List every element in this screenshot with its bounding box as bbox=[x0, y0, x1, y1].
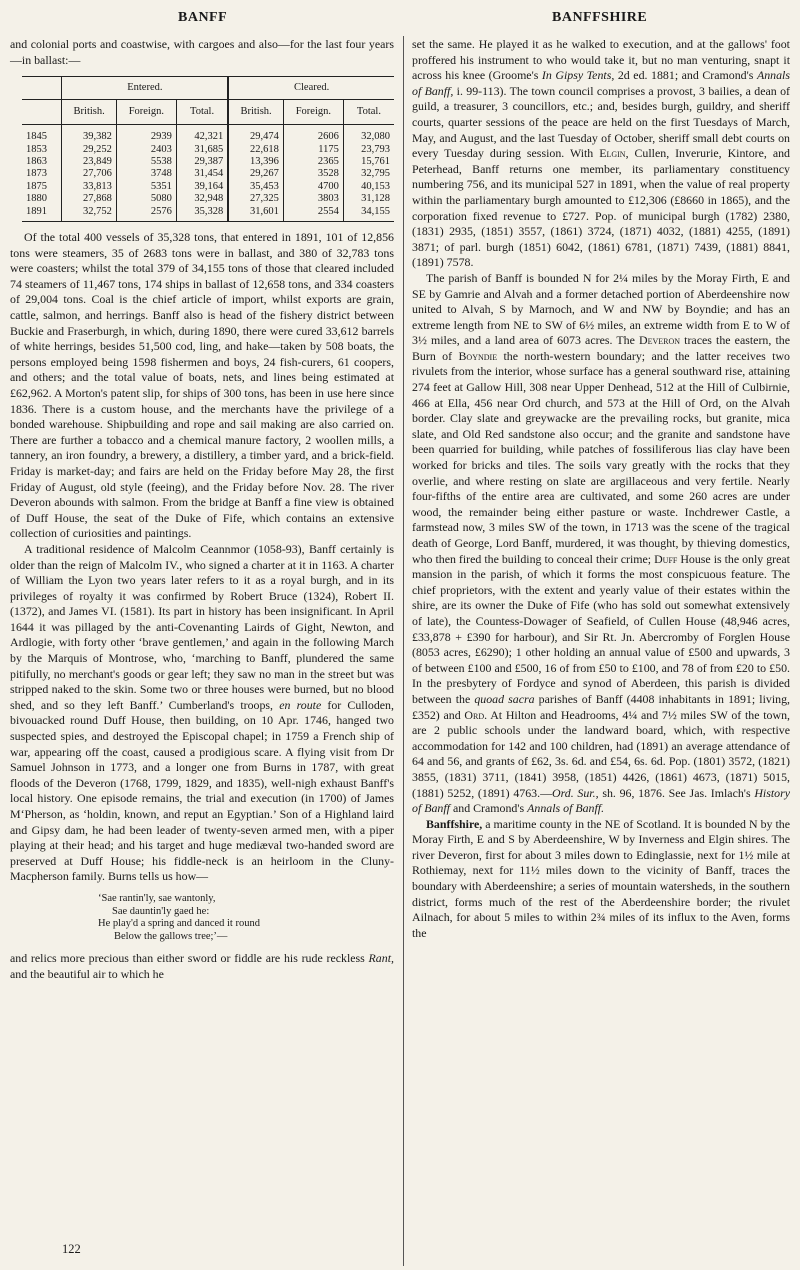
xref-duff: Duff bbox=[654, 551, 678, 566]
quoad-sacra: quoad sacra bbox=[474, 691, 535, 706]
col-header: Total. bbox=[343, 100, 394, 125]
table-year: 1853 bbox=[26, 143, 47, 155]
table-cell: 27,325 bbox=[250, 193, 279, 205]
table-cell: 2576 bbox=[116, 206, 176, 222]
book-title-history: History of Banff bbox=[412, 785, 791, 816]
table-cell: 32,795 bbox=[343, 168, 394, 180]
table-body bbox=[22, 125, 394, 222]
table-cell: 31,685 bbox=[176, 144, 228, 156]
table-corner-2 bbox=[22, 100, 62, 125]
table-cell: 29,252 bbox=[62, 144, 116, 156]
verse-line: Below the gallows tree;’— bbox=[114, 930, 228, 942]
table-year: 1875 bbox=[26, 180, 47, 192]
book-title-annals: Annals of Banff, bbox=[412, 68, 790, 98]
table-row bbox=[22, 156, 394, 168]
table-year: 1873 bbox=[26, 168, 47, 180]
ord-sur: Ord. Sur., bbox=[552, 785, 599, 800]
history-en-route: en route bbox=[279, 697, 322, 712]
entry-heading-banffshire: Banffshire, bbox=[426, 816, 483, 831]
verse-line: ‘Sae rantin'ly, sae wantonly, bbox=[98, 892, 216, 904]
tail-rant: Rant, bbox=[368, 951, 394, 966]
parish-text-e: parishes of Banff (4408 inhabitants in 1891; living, £352) and bbox=[412, 691, 790, 722]
table-cell: 2365 bbox=[283, 156, 343, 168]
book-title-annals-2: Annals of Banff. bbox=[527, 801, 605, 816]
table-cell: 39,382 bbox=[62, 125, 116, 144]
table-cell: 33,813 bbox=[62, 181, 116, 193]
tail-paragraph bbox=[10, 951, 394, 982]
table-cell: 22,618 bbox=[250, 143, 279, 155]
table-cell: 3748 bbox=[116, 168, 176, 180]
table-row bbox=[22, 125, 394, 144]
tail-text-a: and relics more precious than either sword or fiddle are his rude reckless bbox=[10, 951, 365, 966]
history-paragraph bbox=[10, 542, 394, 885]
col-header: Total. bbox=[176, 100, 228, 125]
table-cell: 2939 bbox=[116, 125, 176, 144]
table-cell: 2554 bbox=[283, 206, 343, 222]
col-header: Foreign. bbox=[116, 100, 176, 125]
table-cell: 5538 bbox=[116, 156, 176, 168]
table-cell: 23,849 bbox=[62, 156, 116, 168]
right-column bbox=[412, 37, 790, 941]
table-row bbox=[22, 181, 394, 193]
parish-text-b: traces the eastern, the Burn of bbox=[412, 333, 790, 363]
shipping-table bbox=[22, 76, 394, 222]
table-cell: 27,706 bbox=[62, 168, 116, 180]
running-head-right: BANFFSHIRE bbox=[552, 10, 648, 25]
verse-line: He play'd a spring and danced it round bbox=[98, 918, 260, 930]
running-head bbox=[0, 10, 800, 30]
table-corner bbox=[22, 77, 62, 100]
col-header: Foreign. bbox=[283, 100, 343, 125]
table-row bbox=[22, 168, 394, 180]
table-cell: 13,396 bbox=[250, 156, 279, 167]
table-cell: 4700 bbox=[283, 181, 343, 193]
table-cell: 40,153 bbox=[343, 181, 394, 193]
table-cell: 31,454 bbox=[176, 168, 228, 180]
history-text-b: for Culloden, bivouacked round Duff House, then building, on 10 Apr. 1746, hanged two suspected spies, and destroyed the Episcopal chapel; in 1759 a French ship of war, appearing off the coast, caused a prodigious scare. A flying visit from Dr Samuel Johnson in 1773, and a longer one from Burns in 1787, with great floods of the Deveron (1768, 1799, 1829, and 1835), well-nigh exhaust Banff's local history. One episode remains, the trial and execution (in 1700) of James M‘Pherson, as ‘holdin, known, and reput an Egyptian.’ Son of a Highland laird and Gipsy dam, he had been leader of twenty-seven armed men, with a piper playing at their head; and his target and huge mediæval two-handed sword are preserved at Duff House; his fiddle-neck is an heirloom in the Cluny-Macpherson family. Burns tells us how— bbox=[10, 697, 394, 884]
col-header: British. bbox=[62, 100, 116, 125]
table-row bbox=[22, 193, 394, 205]
history-text-a: A traditional residence of Malcolm Ceannmor (1058-93), Banff certainly is older than the reign of Malcolm IV., who signed a charter at it in 1163. A charter of William the Lyon two years later refers to it as a royal burgh, and in its privileges of royalty it was confirmed by Robert Bruce (1324), Robert II. (1372), and James VI. (1581). Its part in history has been insignificant. In April 1644 it was pillaged by the anti-Covenanting Lairds of Gight, Newton, and Ardlogie, with forty other ‘brave gentlemen,’ and again in the following March by the Marquis of Montrose, who, ‘marching to Banff, plundered the same pitifully, no merchant's goods or gear left; they saw no man in the street but was stripped naked to the skin. Some two or three houses were burned, but no blood shed, and so they left Banff.’ Cumberland's troops, bbox=[10, 541, 394, 712]
continuation-paragraph bbox=[412, 37, 790, 271]
table-year: 1863 bbox=[26, 156, 47, 167]
tail-text-b: and the beautiful air to which he bbox=[10, 966, 164, 981]
table-cell: 29,474 bbox=[250, 131, 279, 143]
table-cell: 31,601 bbox=[228, 206, 283, 222]
table-cell: 1175 bbox=[283, 144, 343, 156]
column-divider bbox=[403, 36, 404, 1266]
col-header: British. bbox=[228, 100, 283, 125]
table-cell: 15,761 bbox=[343, 156, 394, 168]
banffshire-paragraph bbox=[412, 817, 790, 942]
burns-verse bbox=[98, 893, 394, 943]
table-cell: 35,453 bbox=[250, 180, 279, 192]
table-cell: 27,868 bbox=[62, 193, 116, 205]
table-cell: 35,328 bbox=[176, 206, 228, 222]
table-cell: 29,387 bbox=[176, 156, 228, 168]
table-row bbox=[22, 144, 394, 156]
book-title-gipsy-tents: In Gipsy Tents, bbox=[541, 68, 615, 83]
table-row bbox=[22, 206, 394, 222]
table-cell: 2606 bbox=[283, 125, 343, 144]
cont-text-d: Cullen, Inverurie, Kintore, and Peterhead, Banff returns one member, its parliamentary constituency numbering 756, and its municipal 527 in 1891, when the value of real property within the parliamentary burgh amounted to £12,306 (£8660 in 1865), and the corporation fixed revenue to £727. Pop. of municipal burgh (1782) 2380, (1831) 2935, (1851) 3557, (1861) 3724, (1871) 4032, (1881) 4255, (1891) 3871; of parl. burgh (1851) 6042, (1861) 6781, (1871) 7439, (1881) 8841, (1891) 7578. bbox=[412, 146, 790, 270]
table-cell: 5080 bbox=[116, 193, 176, 205]
table-cell: 5351 bbox=[116, 181, 176, 193]
left-column bbox=[10, 37, 394, 983]
parish-text-g: sh. 96, 1876. See Jas. Imlach's bbox=[602, 785, 751, 800]
xref-deveron: Deveron bbox=[639, 333, 681, 348]
parish-text-h: and Cramond's bbox=[452, 801, 525, 816]
table-group-entered: Entered. bbox=[62, 77, 228, 100]
parish-text-a: The parish of Banff is bounded N for 2¼ miles by the Moray Firth, E and SE by Gamrie and Alvah and a former detached portion of Aberdeenshire now united to Alvah, S by Marnoch, and W and NW by Boyndie; and has an extreme length from NE to SW of 6½ miles, an extreme width from E to W of 3½ miles, and a land area of 6073 acres. The bbox=[412, 270, 790, 348]
table-cell: 3528 bbox=[283, 168, 343, 180]
cont-text-b: 2d ed. 1881; and Cramond's bbox=[617, 68, 754, 83]
parish-text-d: House is the only great mansion in the parish, of which it forms the most conspicuous feature. The chief proprietors, with the extent and yearly value of their estates within the shire, are its owner the Duke of Fife (who has sold out somewhat extensively of late), the Countess-Dowager of Seafield, of Cullen House (48,946 acres, £33,878 + £390 for harbour), and Sir Rt. Jn. Abercromby of Forglen House (8053 acres, £6290); 1 other holding an annual value of £500 and upwards, 3 of between £100 and £500, 16 of from £50 to £100, and 78 of from £20 to £50. In the presbytery of Fordyce and synod of Aberdeen, this parish is divided between the bbox=[412, 551, 790, 706]
table-cell: 31,128 bbox=[343, 193, 394, 205]
table-cell: 32,080 bbox=[343, 125, 394, 144]
xref-ord: Ord. bbox=[464, 707, 488, 722]
trade-paragraph: Of the total 400 vessels of 35,328 tons, that entered in 1891, 101 of 12,856 tons were steamers, 35 of 2683 tons were in ballast, and 380 of 32,783 tons were coasters; whilst the total 379 of 34,155 tons of those that cleared included 74 steamers of 11,467 tons, 174 ships in ballast of 12,658 tons, and 334 coasters of 29,004 tons. Coal is the chief article of import, whilst exports are grain, cattle, salmon, and herrings. Banff also is head of the fishery district between Buckie and Fraserburgh, in which, during 1890, there were cured 33,612 barrels of white herrings, besides 51,500 cod, ling, and hake—taken by 508 boats, the persons employed being 1598 fishermen and boys, 24 fish-curers, 61 coopers, and others; and the total value of boats, nets, and lines being estimated at £62,962. A Morton's patent slip, for ships of 300 tons, has been in use here since 1836. There is a custom house, and the merchants have the privilege of a bonded warehouse. Shipbuilding and rope and sail making are also carried on. There are further a tobacco and a chemical manure factory, 2 woollen mills, a tannery, an iron foundry, a brewery, a distillery, a timber yard, and a brick-field. Friday is market-day; and fairs are held on the Friday before May 28, the first Friday of August, old style (feeing), and the Friday before Nov. 28. The river Deveron abounds with salmon. From the bridge at Banff a fine view is obtained of Duff House, the seat of the Duke of Fife, which contains an extensive collection of curiosities and paintings. bbox=[10, 230, 394, 541]
table-cell: 34,155 bbox=[343, 206, 394, 222]
table-year: 1891 bbox=[22, 206, 62, 222]
verse-line: Sae dauntin'ly gaed he: bbox=[112, 905, 210, 917]
table-cell: 32,948 bbox=[176, 193, 228, 205]
table-cell: 42,321 bbox=[176, 125, 228, 144]
cont-text-a: set the same. He played it as he walked to execution, and at the gallows' foot proffered his instrument to who would take it, but no man venturing, snapt it across his knee (Groome's bbox=[412, 37, 790, 83]
table-year: 1845 bbox=[26, 131, 47, 143]
table-group-cleared: Cleared. bbox=[228, 77, 394, 100]
table-cell: 29,267 bbox=[250, 168, 279, 180]
table-year: 1880 bbox=[26, 193, 47, 205]
parish-paragraph bbox=[412, 271, 790, 817]
table-cell: 32,752 bbox=[62, 206, 116, 222]
table-cell: 2403 bbox=[116, 144, 176, 156]
xref-boyndie: Boyndie bbox=[458, 348, 498, 363]
intro-paragraph: and colonial ports and coastwise, with cargoes and also—for the last four years—in ballast:— bbox=[10, 37, 394, 67]
table-cell: 39,164 bbox=[176, 181, 228, 193]
cont-text-c: i. 99-113). The town council comprises a provost, 3 bailies, a dean of guild, a treasurer, 3 councillors, etc.; and, besides burgh, guildry, and sheriff courts, quarter sessions of the peace are held on the first Tuesdays of March, May, and August, and the last Tuesday of October, sheriff small debt courts on every Tuesday during session. With bbox=[412, 83, 790, 161]
parish-text-f: At Hilton and Headrooms, 4¼ and 7½ miles SW of the town, are 2 public schools under the landward board, which, with respective accommodation for 142 and 100 children, had (1891) an average attendance of 64 and 56, and grants of £62, 3s. 6d. and £54, 6s. 6d. Pop. (1801) 3572, (1821) 3855, (1831) 3711, (1841) 3958, (1851) 4426, (1861) 4673, (1871) 5015, (1881) 5252, (1891) 4763.— bbox=[412, 707, 790, 800]
running-head-left: BANFF bbox=[178, 10, 228, 25]
banffshire-text: a maritime county in the NE of Scotland. It is bounded N by the Moray Firth, E and S by Aberdeenshire, W by Inverness and Elgin shires. The river Deveron, first for about 3 miles down to Edinglassie, next for 1½ mile at Rothiemay, next for 11½ miles down to the vicinity of Banff, traces the boundary with Aberdeenshire; a series of mountain watersheds, in the southern district, forms much of the rest of the Aberdeenshire border; the rivulet Ailnach, for about 5 miles to within 2¾ miles of its influx to the Aven, forms the bbox=[412, 816, 790, 940]
xref-elgin: Elgin, bbox=[599, 146, 629, 161]
parish-text-c: the north-western boundary; and the latter receives two rivulets from the interior, whose surface has a general southward rise, attaining 274 feet at Gallow Hill, 308 near Upper Denhead, 512 at the Hill of Culbirnie, 466 at Ella, 456 near Ord church, and 573 at the Hill of Ord, on the Alvah border. Clay slate and greywacke are the prevailing rocks, but granite, mica slate, and Old Red sandstone also occur; and the granite and sandstone have been quarried for building, while patches of fossiliferous lias clay have been worked for bricks and tiles. The soils vary greatly with the rocks that they overlie, and where resting on slate are argillaceous and very fertile. Nearly four-fifths of the entire area are cultivated, and some 260 acres are under wood, the remainder being either pasture or waste. Inchdrewer Castle, a farmstead now, 3 miles SW of the town, in 1713 was the scene of the tragical death of George, Lord Banff, murdered, it was thought, by thieving domestics, who then fired the building to conceal their crime; bbox=[412, 348, 790, 566]
page-number: 122 bbox=[62, 1242, 81, 1256]
table-cell: 3803 bbox=[283, 193, 343, 205]
table-cell: 23,793 bbox=[343, 144, 394, 156]
